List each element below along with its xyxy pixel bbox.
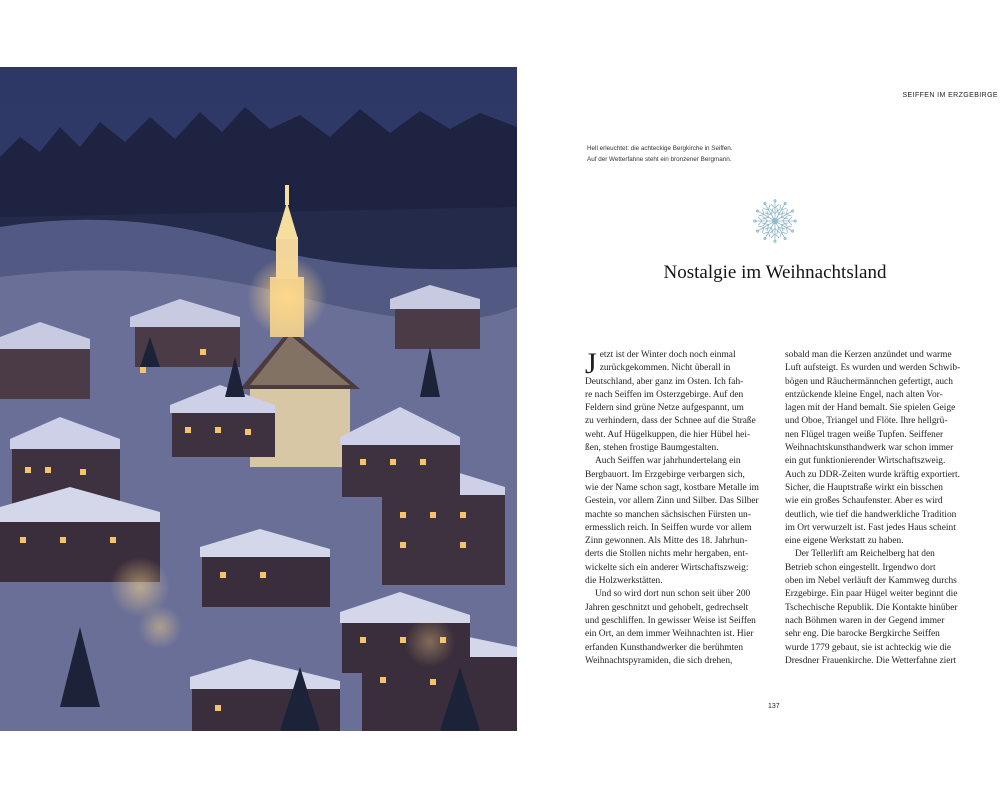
- article-headline: Nostalgie im Weihnachtsland: [663, 262, 887, 283]
- page-number: 137: [768, 703, 780, 710]
- article-line: Luft aufsteigt. Es wurden und werden Schwib-: [785, 363, 961, 374]
- article-line: Gestein, vor allem Zinn und Silber. Das Silber: [585, 496, 759, 507]
- article-line: Und so wird dort nun schon seit über 200: [595, 589, 751, 600]
- article-line: weht. Auf Hügelkuppen, die hier Hübel hei-: [585, 429, 751, 440]
- drop-cap: J: [585, 347, 597, 380]
- snow-village-church-icon: [0, 67, 517, 731]
- article-line: sobald man die Kerzen anzündet und warme: [785, 350, 952, 360]
- article-line: zurückgekommen. Nicht überall in: [599, 363, 731, 374]
- article-line: Zinn gewonnen. Als Mitte des 18. Jahrhun-: [585, 536, 748, 547]
- article-line: Betrieb schon eingestellt. Irgendwo dort: [785, 562, 936, 573]
- article-line: wie ein großes Schaufenster. Aber es wird: [785, 496, 943, 507]
- article-line: Weihnachtskunsthandwerk war schon immer: [785, 443, 954, 454]
- article-line: wie der Name schon sagt, kostbare Metalle im: [585, 482, 759, 493]
- article-line: Bergbauort. Im Erzgebirge verbargen sich,: [585, 469, 745, 480]
- article-line: ein gut funktionierender Wirtschaftszweig.: [785, 456, 946, 467]
- article-line: ermesslich reich. In Seiffen wurde vor allem: [585, 522, 752, 533]
- article-line: und geschliffen. In gewisser Weise ist Seiffen: [585, 615, 756, 626]
- article-line: machte so manchen sächsischen Fürsten un-: [585, 509, 751, 520]
- article-line: zu verhindern, dass der Schnee auf die Straße: [585, 416, 756, 427]
- article-line: Der Tellerlift am Reichelberg hat den: [795, 549, 935, 560]
- article-line: Feldern sind grüne Netze aufgespannt, um: [585, 403, 744, 414]
- caption-line: Hell erleuchtet: die achteckige Bergkirche in Seiffen.: [587, 145, 733, 152]
- article-line: Deutschland, aber ganz im Osten. Ich fah-: [585, 376, 744, 387]
- article-column-right: [785, 349, 962, 668]
- article-line: re nach Seiffen im Osterzgebirge. Auf den: [585, 389, 744, 400]
- article-line: wurde 1779 gebaut, sie ist achteckig wie die: [785, 642, 952, 653]
- article-line: Auch Seiffen war jahrhundertelang ein: [595, 456, 741, 467]
- article-line: Jahren geschnitzt und gehobelt, gedrechselt: [585, 602, 749, 613]
- article-line: Weihnachtspyramiden, die sich drehen,: [585, 655, 733, 666]
- article-line: Erzgebirge. Ein paar Hügel weiter beginnt die: [785, 589, 958, 600]
- article-line: Tschechische Republik. Die Kontakte hinüber: [785, 602, 958, 613]
- article-line: Dresdner Frauenkirche. Die Wetterfahne ziert: [785, 655, 957, 666]
- caption-line: Auf der Wetterfahne steht ein bronzener Bergmann.: [587, 156, 732, 163]
- article-line: wickelte sich ein anderer Wirtschaftszweig:: [585, 562, 749, 573]
- article-line: ein Ort, an dem immer Weihnachten ist. Hier: [585, 629, 754, 640]
- article-line: oben im Nebel verläuft der Kammweg durchs: [785, 576, 957, 587]
- article-line: die Holzwerkstätten.: [585, 576, 663, 587]
- running-head: SEIFFEN IM ERZGEBIRGE: [902, 92, 998, 99]
- article-line: erfanden Kunsthandwerker die berühmten: [585, 642, 744, 653]
- photo-caption: [587, 143, 807, 165]
- article-line: Auch zu DDR-Zeiten wurde kräftig exportiert.: [785, 469, 960, 480]
- article-line: nach Böhmen waren in der Gegend immer: [785, 615, 945, 626]
- article-column-left: [585, 349, 762, 668]
- article-line: bögen und Räuchermännchen gefertigt, auch: [785, 376, 953, 387]
- article-line: deutlich, wie tief die handwerkliche Tradition: [785, 509, 957, 520]
- article-line: im Ort verwurzelt ist. Fast jedes Haus scheint: [785, 522, 956, 533]
- article-line: eine eigene Werkstatt zu haben.: [785, 536, 904, 547]
- article-line: und Oboe, Triangel und Flöte. Ihre hellgrü-: [785, 416, 948, 427]
- article-line: lagen mit der Hand bemalt. Sie spielen Geige: [785, 403, 956, 414]
- snowflake-ornament-icon: [752, 196, 798, 246]
- article-line: etzt ist der Winter doch noch einmal: [599, 350, 736, 360]
- article-line: sehr eng. Die barocke Bergkirche Seiffen: [785, 629, 940, 640]
- article-line: nen Flügel tragen weiße Tupfen. Seiffener: [785, 429, 944, 440]
- article-line: Sicher, die Hauptstraße wirkt ein bisschen: [785, 482, 943, 493]
- article-line: entzückende kleine Engel, nach alten Vor-: [785, 389, 943, 400]
- village-photo: [0, 67, 517, 731]
- article-line: ßen, stehen frostige Baumgestalten.: [585, 443, 719, 454]
- article-line: derts die Stollen nichts mehr hergaben, ent-: [585, 549, 749, 560]
